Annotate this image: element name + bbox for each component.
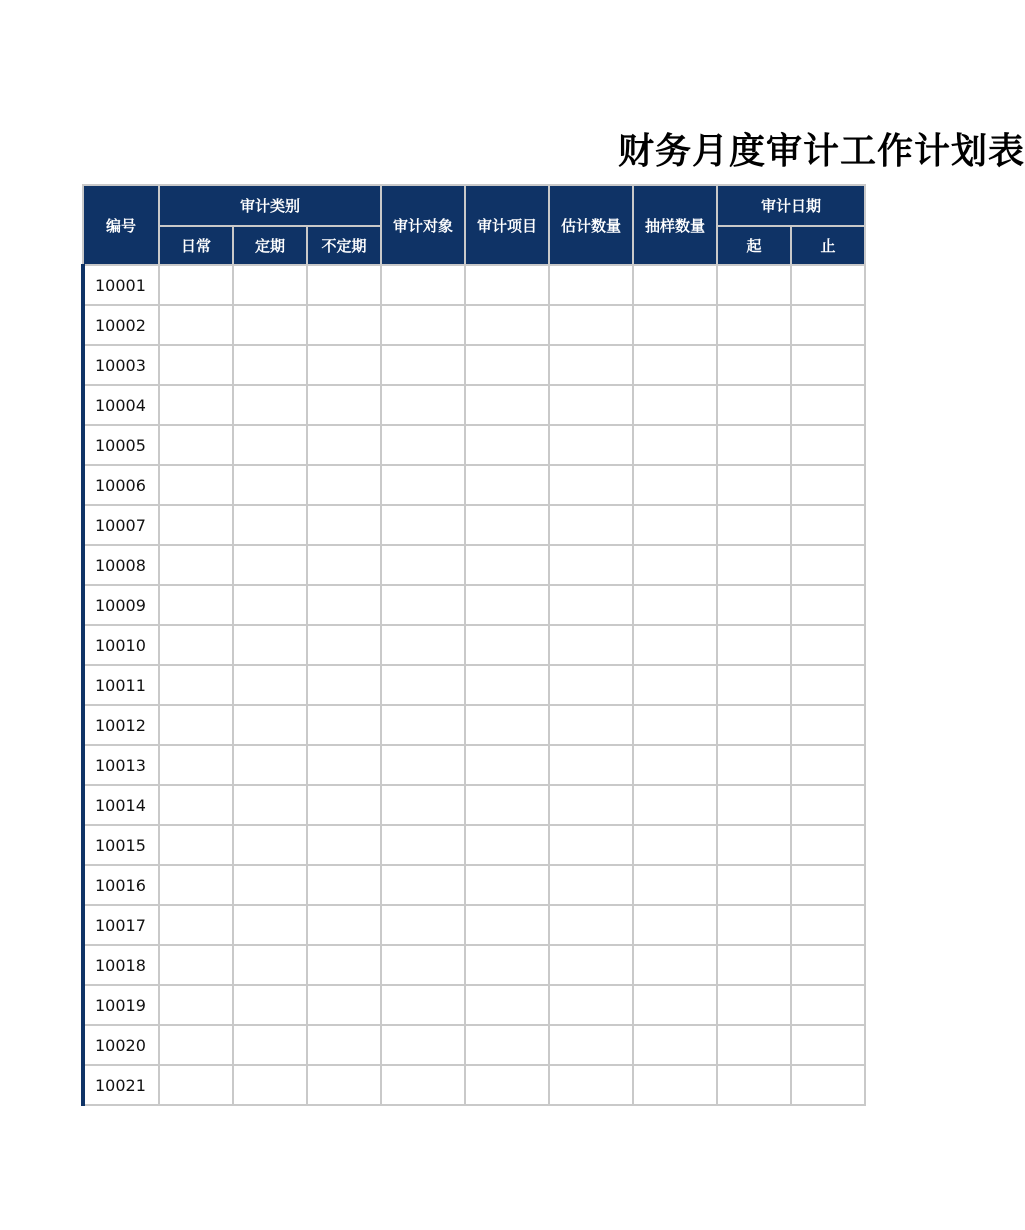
data-cell[interactable] xyxy=(159,745,233,785)
data-cell[interactable] xyxy=(233,1065,307,1105)
data-cell[interactable] xyxy=(791,985,865,1025)
row-id-cell: 10014 xyxy=(83,785,159,825)
row-id-cell: 10008 xyxy=(83,545,159,585)
data-cell[interactable] xyxy=(465,905,549,945)
data-cell[interactable] xyxy=(549,425,633,465)
data-cell[interactable] xyxy=(307,585,381,625)
data-cell[interactable] xyxy=(233,785,307,825)
data-cell[interactable] xyxy=(307,425,381,465)
data-cell[interactable] xyxy=(633,905,717,945)
row-id-cell: 10001 xyxy=(83,265,159,305)
data-cell[interactable] xyxy=(465,825,549,865)
data-cell[interactable] xyxy=(159,825,233,865)
data-cell[interactable] xyxy=(465,985,549,1025)
data-cell[interactable] xyxy=(159,905,233,945)
data-cell[interactable] xyxy=(465,705,549,745)
data-cell[interactable] xyxy=(717,425,791,465)
data-cell[interactable] xyxy=(791,345,865,385)
header-category-periodic: 定期 xyxy=(233,226,307,265)
data-cell[interactable] xyxy=(633,345,717,385)
data-cell[interactable] xyxy=(717,305,791,345)
data-cell[interactable] xyxy=(233,585,307,625)
data-cell[interactable] xyxy=(717,385,791,425)
data-cell[interactable] xyxy=(633,265,717,305)
data-cell[interactable] xyxy=(381,585,465,625)
row-id-cell: 10002 xyxy=(83,305,159,345)
data-cell[interactable] xyxy=(633,665,717,705)
data-cell[interactable] xyxy=(717,785,791,825)
data-cell[interactable] xyxy=(233,265,307,305)
data-cell[interactable] xyxy=(307,305,381,345)
data-cell[interactable] xyxy=(791,785,865,825)
data-cell[interactable] xyxy=(233,305,307,345)
data-cell[interactable] xyxy=(307,825,381,865)
data-cell[interactable] xyxy=(159,665,233,705)
data-cell[interactable] xyxy=(791,505,865,545)
data-cell[interactable] xyxy=(633,385,717,425)
header-item: 审计项目 xyxy=(465,185,549,265)
row-id-cell: 10021 xyxy=(83,1065,159,1105)
row-id-cell: 10019 xyxy=(83,985,159,1025)
row-id-cell: 10011 xyxy=(83,665,159,705)
data-cell[interactable] xyxy=(791,545,865,585)
data-cell[interactable] xyxy=(381,985,465,1025)
header-id: 编号 xyxy=(83,185,159,265)
data-cell[interactable] xyxy=(307,905,381,945)
data-cell[interactable] xyxy=(307,625,381,665)
data-cell[interactable] xyxy=(717,665,791,705)
data-cell[interactable] xyxy=(159,585,233,625)
row-id-cell: 10020 xyxy=(83,1025,159,1065)
data-cell[interactable] xyxy=(717,585,791,625)
data-cell[interactable] xyxy=(633,745,717,785)
data-cell[interactable] xyxy=(549,665,633,705)
data-cell[interactable] xyxy=(465,425,549,465)
data-cell[interactable] xyxy=(233,905,307,945)
data-cell[interactable] xyxy=(381,305,465,345)
data-cell[interactable] xyxy=(465,345,549,385)
table-row xyxy=(83,865,865,905)
data-cell[interactable] xyxy=(233,985,307,1025)
data-cell[interactable] xyxy=(791,585,865,625)
table-row xyxy=(83,585,865,625)
header-target: 审计对象 xyxy=(381,185,465,265)
data-cell[interactable] xyxy=(381,425,465,465)
table-row xyxy=(83,745,865,785)
row-id-cell: 10006 xyxy=(83,465,159,505)
data-cell[interactable] xyxy=(549,865,633,905)
data-cell[interactable] xyxy=(791,745,865,785)
row-id-cell: 10016 xyxy=(83,865,159,905)
data-cell[interactable] xyxy=(633,425,717,465)
data-cell[interactable] xyxy=(717,945,791,985)
data-cell[interactable] xyxy=(717,545,791,585)
data-cell[interactable] xyxy=(717,1065,791,1105)
data-cell[interactable] xyxy=(465,665,549,705)
data-cell[interactable] xyxy=(465,945,549,985)
data-cell[interactable] xyxy=(381,1025,465,1065)
data-cell[interactable] xyxy=(307,345,381,385)
table-row xyxy=(83,265,865,305)
row-id-cell: 10017 xyxy=(83,905,159,945)
row-id-cell: 10012 xyxy=(83,705,159,745)
data-cell[interactable] xyxy=(307,505,381,545)
data-cell[interactable] xyxy=(549,585,633,625)
data-cell[interactable] xyxy=(791,825,865,865)
data-cell[interactable] xyxy=(717,825,791,865)
data-cell[interactable] xyxy=(159,505,233,545)
data-cell[interactable] xyxy=(381,505,465,545)
data-cell[interactable] xyxy=(549,945,633,985)
data-cell[interactable] xyxy=(307,1065,381,1105)
table-row xyxy=(83,785,865,825)
data-cell[interactable] xyxy=(233,625,307,665)
data-cell[interactable] xyxy=(233,865,307,905)
data-cell[interactable] xyxy=(381,545,465,585)
data-cell[interactable] xyxy=(465,1065,549,1105)
data-cell[interactable] xyxy=(549,305,633,345)
header-date-end: 止 xyxy=(791,226,865,265)
row-id-cell: 10005 xyxy=(83,425,159,465)
data-cell[interactable] xyxy=(381,825,465,865)
table-row xyxy=(83,465,865,505)
data-cell[interactable] xyxy=(633,1025,717,1065)
row-id-cell: 10015 xyxy=(83,825,159,865)
data-cell[interactable] xyxy=(717,505,791,545)
row-id-cell: 10004 xyxy=(83,385,159,425)
data-cell[interactable] xyxy=(633,625,717,665)
data-cell[interactable] xyxy=(717,465,791,505)
table-row xyxy=(83,705,865,745)
table-row xyxy=(83,665,865,705)
header-category-irregular: 不定期 xyxy=(307,226,381,265)
data-cell[interactable] xyxy=(381,865,465,905)
data-cell[interactable] xyxy=(307,865,381,905)
data-cell[interactable] xyxy=(549,745,633,785)
table-row xyxy=(83,905,865,945)
data-cell[interactable] xyxy=(791,265,865,305)
data-cell[interactable] xyxy=(549,465,633,505)
data-cell[interactable] xyxy=(717,1025,791,1065)
data-cell[interactable] xyxy=(633,585,717,625)
data-cell[interactable] xyxy=(717,345,791,385)
data-cell[interactable] xyxy=(549,625,633,665)
data-cell[interactable] xyxy=(791,425,865,465)
data-cell[interactable] xyxy=(159,1065,233,1105)
data-cell[interactable] xyxy=(791,905,865,945)
data-cell[interactable] xyxy=(465,505,549,545)
table-row xyxy=(83,945,865,985)
sheet-title: 财务月度审计工作计划表 xyxy=(618,131,1025,172)
data-cell[interactable] xyxy=(381,625,465,665)
data-cell[interactable] xyxy=(465,545,549,585)
data-cell[interactable] xyxy=(791,305,865,345)
data-cell[interactable] xyxy=(307,665,381,705)
data-cell[interactable] xyxy=(465,625,549,665)
data-cell[interactable] xyxy=(549,825,633,865)
header-estimate: 估计数量 xyxy=(549,185,633,265)
data-cell[interactable] xyxy=(381,905,465,945)
data-cell[interactable] xyxy=(233,945,307,985)
data-cell[interactable] xyxy=(549,1025,633,1065)
data-cell[interactable] xyxy=(381,1065,465,1105)
data-cell[interactable] xyxy=(159,985,233,1025)
data-cell[interactable] xyxy=(381,945,465,985)
header-category: 审计类别 xyxy=(159,185,381,226)
data-cell[interactable] xyxy=(633,785,717,825)
table-row xyxy=(83,305,865,345)
data-cell[interactable] xyxy=(791,385,865,425)
data-cell[interactable] xyxy=(791,865,865,905)
data-cell[interactable] xyxy=(381,385,465,425)
data-cell[interactable] xyxy=(381,745,465,785)
row-id-cell: 10018 xyxy=(83,945,159,985)
table-row xyxy=(83,985,865,1025)
data-cell[interactable] xyxy=(159,305,233,345)
data-cell[interactable] xyxy=(159,785,233,825)
data-cell[interactable] xyxy=(717,865,791,905)
row-id-cell: 10007 xyxy=(83,505,159,545)
data-cell[interactable] xyxy=(549,985,633,1025)
table-row xyxy=(83,625,865,665)
data-cell[interactable] xyxy=(791,705,865,745)
data-cell[interactable] xyxy=(159,1025,233,1065)
data-cell[interactable] xyxy=(307,785,381,825)
data-cell[interactable] xyxy=(381,705,465,745)
data-cell[interactable] xyxy=(549,265,633,305)
data-cell[interactable] xyxy=(633,505,717,545)
data-cell[interactable] xyxy=(307,1025,381,1065)
data-cell[interactable] xyxy=(233,385,307,425)
audit-plan-table xyxy=(81,184,866,1106)
data-cell[interactable] xyxy=(633,465,717,505)
data-cell[interactable] xyxy=(159,705,233,745)
data-cell[interactable] xyxy=(307,545,381,585)
table-row xyxy=(83,1025,865,1065)
data-cell[interactable] xyxy=(633,825,717,865)
data-cell[interactable] xyxy=(465,585,549,625)
data-cell[interactable] xyxy=(717,985,791,1025)
header-sample: 抽样数量 xyxy=(633,185,717,265)
data-cell[interactable] xyxy=(381,265,465,305)
data-cell[interactable] xyxy=(233,705,307,745)
data-cell[interactable] xyxy=(633,545,717,585)
table-row xyxy=(83,1065,865,1105)
data-cell[interactable] xyxy=(233,425,307,465)
data-cell[interactable] xyxy=(307,385,381,425)
data-cell[interactable] xyxy=(233,465,307,505)
data-cell[interactable] xyxy=(159,625,233,665)
data-cell[interactable] xyxy=(465,1025,549,1065)
data-cell[interactable] xyxy=(159,265,233,305)
data-cell[interactable] xyxy=(717,625,791,665)
data-cell[interactable] xyxy=(159,425,233,465)
data-cell[interactable] xyxy=(465,865,549,905)
header-date: 审计日期 xyxy=(717,185,865,226)
data-cell[interactable] xyxy=(717,905,791,945)
data-cell[interactable] xyxy=(549,1065,633,1105)
data-cell[interactable] xyxy=(791,945,865,985)
data-cell[interactable] xyxy=(159,545,233,585)
data-cell[interactable] xyxy=(159,865,233,905)
data-cell[interactable] xyxy=(233,545,307,585)
header-category-daily: 日常 xyxy=(159,226,233,265)
data-cell[interactable] xyxy=(633,985,717,1025)
data-cell[interactable] xyxy=(633,945,717,985)
data-cell[interactable] xyxy=(465,385,549,425)
data-cell[interactable] xyxy=(549,505,633,545)
data-cell[interactable] xyxy=(233,665,307,705)
data-cell[interactable] xyxy=(633,1065,717,1105)
data-cell[interactable] xyxy=(159,385,233,425)
row-id-cell: 10009 xyxy=(83,585,159,625)
row-id-cell: 10010 xyxy=(83,625,159,665)
data-cell[interactable] xyxy=(465,305,549,345)
data-cell[interactable] xyxy=(233,505,307,545)
row-id-cell: 10003 xyxy=(83,345,159,385)
table-row xyxy=(83,545,865,585)
data-cell[interactable] xyxy=(159,345,233,385)
data-cell[interactable] xyxy=(465,745,549,785)
data-cell[interactable] xyxy=(233,745,307,785)
data-cell[interactable] xyxy=(381,345,465,385)
data-cell[interactable] xyxy=(233,1025,307,1065)
data-cell[interactable] xyxy=(549,545,633,585)
data-cell[interactable] xyxy=(381,465,465,505)
header-date-start: 起 xyxy=(717,226,791,265)
data-cell[interactable] xyxy=(465,465,549,505)
data-cell[interactable] xyxy=(307,265,381,305)
data-cell[interactable] xyxy=(159,465,233,505)
data-cell[interactable] xyxy=(791,625,865,665)
data-cell[interactable] xyxy=(717,265,791,305)
data-cell[interactable] xyxy=(791,1065,865,1105)
data-cell[interactable] xyxy=(549,385,633,425)
table-body xyxy=(83,265,865,1105)
data-cell[interactable] xyxy=(381,665,465,705)
data-cell[interactable] xyxy=(633,305,717,345)
data-cell[interactable] xyxy=(307,745,381,785)
data-cell[interactable] xyxy=(791,1025,865,1065)
data-cell[interactable] xyxy=(159,945,233,985)
table-row xyxy=(83,425,865,465)
data-cell[interactable] xyxy=(549,905,633,945)
data-cell[interactable] xyxy=(633,865,717,905)
row-id-cell: 10013 xyxy=(83,745,159,785)
table-row xyxy=(83,505,865,545)
table-row xyxy=(83,385,865,425)
data-cell[interactable] xyxy=(307,945,381,985)
data-cell[interactable] xyxy=(465,785,549,825)
data-cell[interactable] xyxy=(307,465,381,505)
data-cell[interactable] xyxy=(307,985,381,1025)
data-cell[interactable] xyxy=(717,705,791,745)
data-cell[interactable] xyxy=(791,665,865,705)
table-row xyxy=(83,825,865,865)
data-cell[interactable] xyxy=(465,265,549,305)
data-cell[interactable] xyxy=(549,705,633,745)
data-cell[interactable] xyxy=(549,345,633,385)
data-cell[interactable] xyxy=(307,705,381,745)
data-cell[interactable] xyxy=(717,745,791,785)
data-cell[interactable] xyxy=(791,465,865,505)
data-cell[interactable] xyxy=(549,785,633,825)
data-cell[interactable] xyxy=(233,345,307,385)
table-row xyxy=(83,345,865,385)
data-cell[interactable] xyxy=(633,705,717,745)
data-cell[interactable] xyxy=(381,785,465,825)
data-cell[interactable] xyxy=(233,825,307,865)
